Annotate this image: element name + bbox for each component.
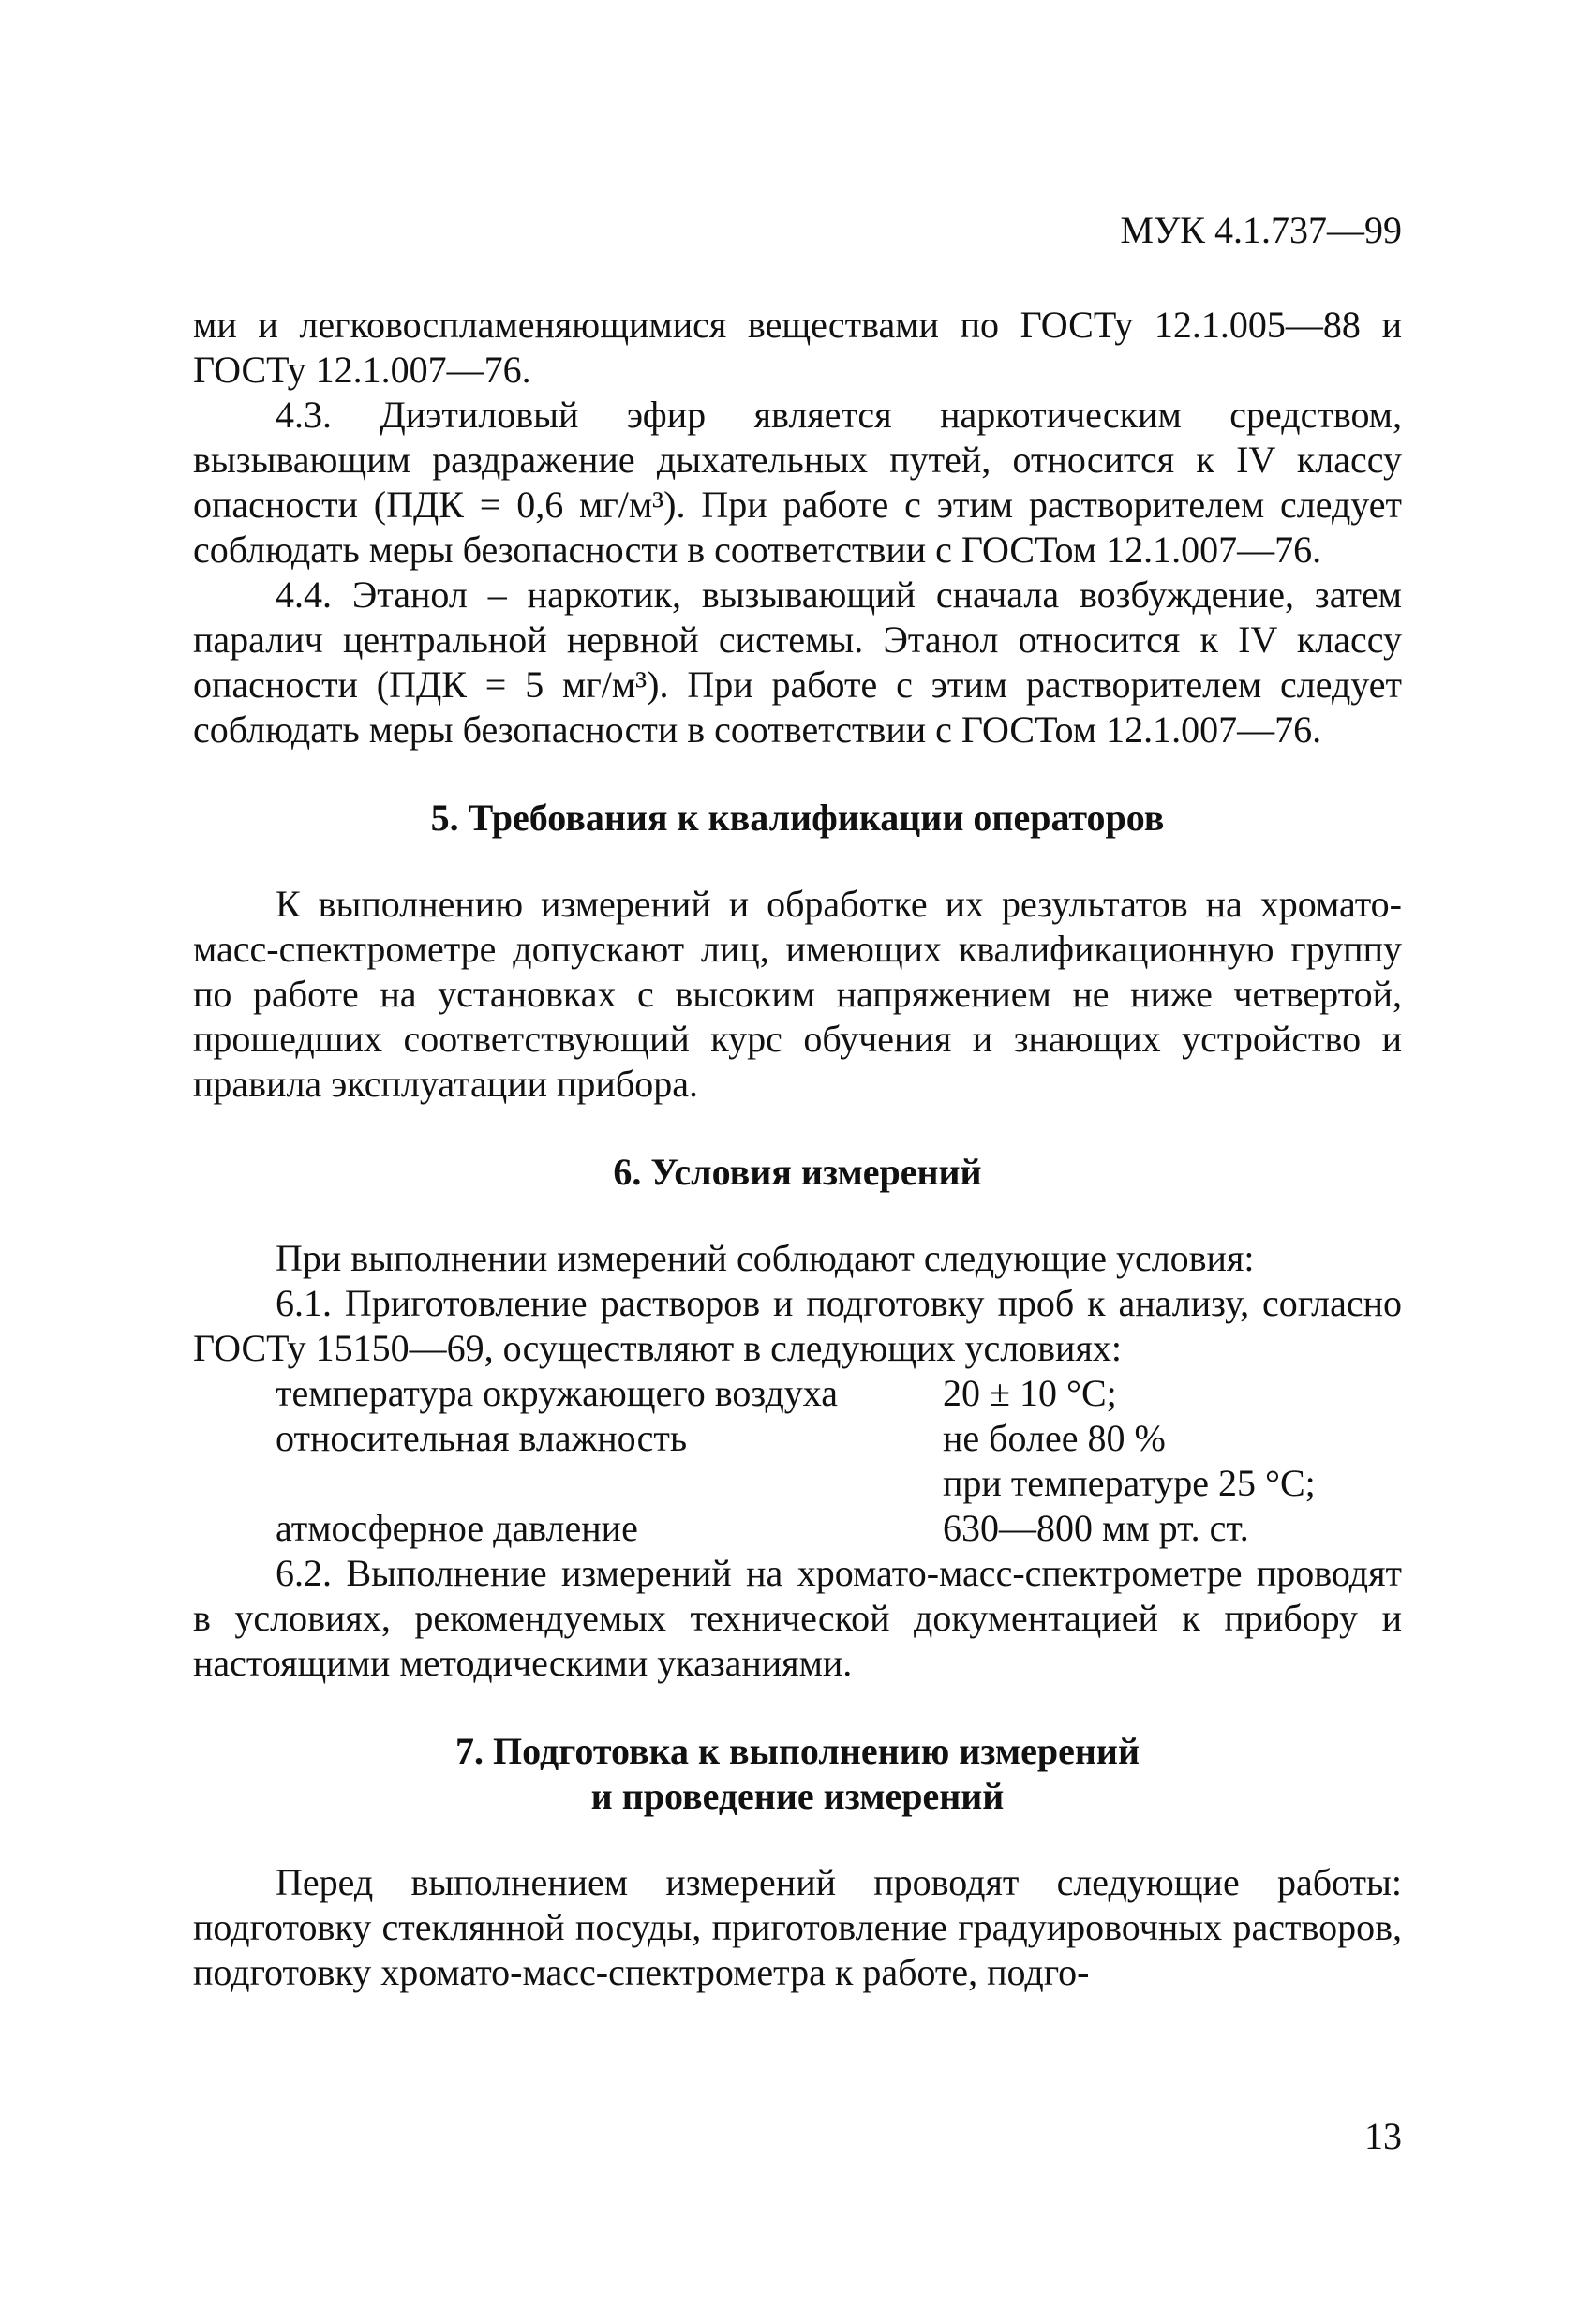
paragraph-7: Перед выполнением измерений проводят следующие работы: подготовку стеклянной посуды, приготовление градуировочных растворов, подготовку хромато-масс-спектрометра к работе, подго- — [193, 1861, 1402, 1993]
paragraph-6-1: 6.1. Приготовление растворов и подготовку проб к анализу, согласно ГОСТу 15150—69, осуществляют в следующих условиях: — [193, 1282, 1402, 1369]
section-7-title-line-2: и проведение измерений — [590, 1775, 1005, 1817]
paragraph-5: К выполнению измерений и обработке их результатов на хромато-масс-спектрометре допускают лиц, имеющих квалификационную группу по работе на установках с высоким напряжением не ниже четвертой, прошедших соответствующий курс обучения и знающих устройство и правила эксплуатации прибора. — [193, 883, 1402, 1105]
condition-value: при температуре 25 °C; — [943, 1462, 1316, 1504]
section-7-title-line-1: 7. Подготовка к выполнению измерений — [455, 1730, 1140, 1772]
section-6-title: 6. Условия измерений — [613, 1151, 982, 1193]
condition-label: относительная влажность — [276, 1417, 688, 1459]
condition-row — [193, 1371, 1402, 1416]
document-body — [193, 303, 1402, 1995]
section-5-title: 5. Требования к квалификации операторов — [430, 797, 1165, 839]
paragraph-4-3: 4.3. Диэтиловый эфир является наркотическим средством, вызывающим раздражение дыхательных путей, относится к IV классу опасности (ПДК = 0,6 мг/м³). При работе с этим растворителем следует соблюдать меры безопасности в соответствии с ГОСТом 12.1.007—76. — [193, 394, 1402, 571]
paragraph-4-4: 4.4. Этанол – наркотик, вызывающий сначала возбуждение, затем паралич центральной нервной системы. Этанол относится к IV классу опасности (ПДК = 5 мг/м³). При работе с этим растворителем следует соблюдать меры безопасности в соответствии с ГОСТом 12.1.007—76. — [193, 574, 1402, 751]
section-7-title — [193, 1729, 1402, 1819]
condition-value: 630—800 мм рт. ст. — [943, 1507, 1249, 1549]
paragraph-continuation: ми и легковоспламеняющимися веществами по ГОСТу 12.1.005—88 и ГОСТу 12.1.007—76. — [193, 304, 1402, 391]
condition-label: температура окружающего воздуха — [276, 1372, 839, 1414]
condition-row — [193, 1461, 1402, 1506]
condition-value: не более 80 % — [943, 1417, 1166, 1459]
conditions-list — [193, 1371, 1402, 1551]
paragraph-6-intro: При выполнении измерений соблюдают следующие условия: — [276, 1237, 1255, 1279]
document-code: МУК 4.1.737—99 — [1120, 209, 1402, 251]
condition-label: атмосферное давление — [276, 1507, 638, 1549]
condition-row — [193, 1416, 1402, 1461]
paragraph-6-2: 6.2. Выполнение измерений на хромато-масс-спектрометре проводят в условиях, рекомендуемых технической документацией к прибору и настоящими методическими указаниями. — [193, 1552, 1402, 1684]
condition-value: 20 ± 10 °C; — [943, 1372, 1117, 1414]
condition-row — [193, 1506, 1402, 1551]
document-page — [193, 0, 1402, 2324]
page-number: 13 — [1364, 2115, 1402, 2157]
